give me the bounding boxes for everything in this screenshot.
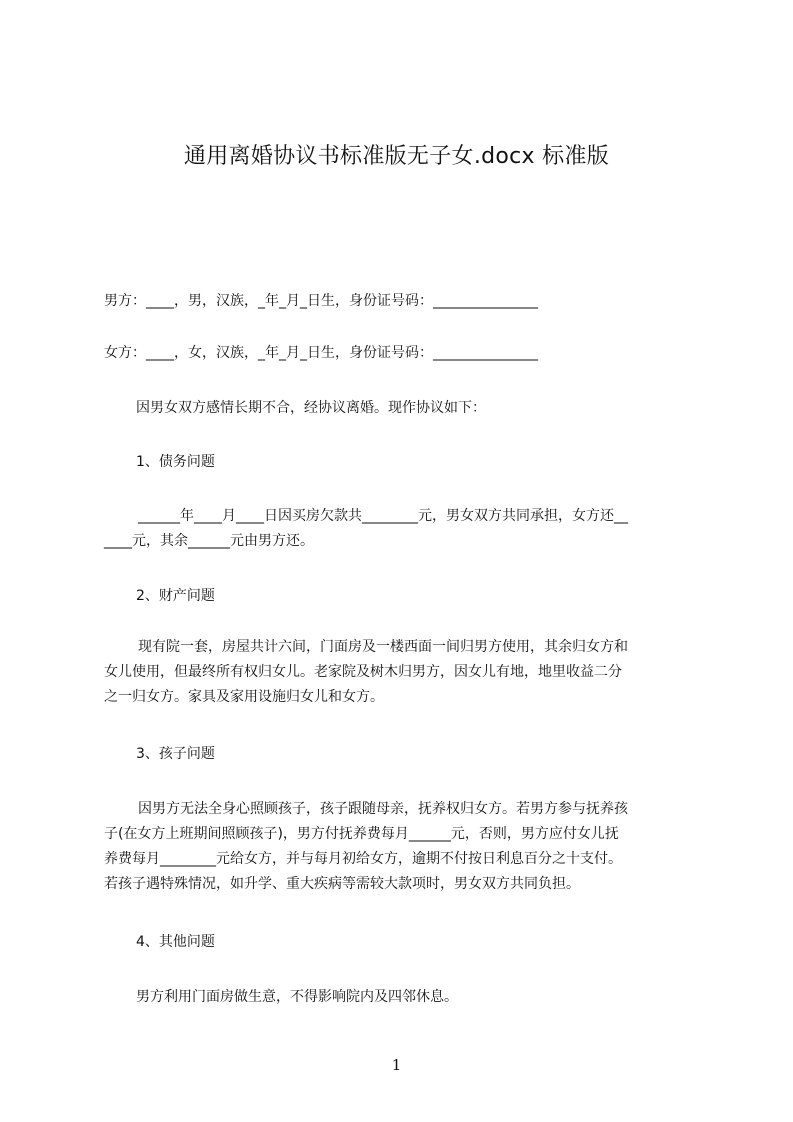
wife-info-line: 女方：____，女，汉族，_年_月_日生，身份证号码：_______________ xyxy=(104,345,538,361)
property-line-2: 女儿使用，但最终所有权归女儿。老家院及树木归男方，因女儿有地，地里收益二分 xyxy=(104,664,622,680)
section-heading-other: 4、其他问题 xyxy=(136,934,215,950)
document-title: 通用离婚协议书标准版无子女.docx 标准版 xyxy=(183,144,610,169)
other-paragraph: 男方利用门面房做生意，不得影响院内及四邻休息。 xyxy=(136,989,458,1005)
child-line-3: 养费每月________元给女方，并与每月初给女方，逾期不付按日利息百分之十支付。 xyxy=(104,851,622,867)
debt-paragraph xyxy=(104,504,702,554)
page-number: 1 xyxy=(391,1056,402,1074)
child-line-4: 若孩子遇特殊情况，如升学、重大疾病等需较大款项时，男女双方共同负担。 xyxy=(104,876,580,892)
child-line-1: 因男方无法全身心照顾孩子，孩子跟随母亲，抚养权归女方。若男方参与抚养孩 xyxy=(138,801,628,817)
child-line-2: 子(在女方上班期间照顾孩子)，男方付抚养费每月______元，否则，男方应付女儿抚 xyxy=(104,826,619,842)
section-heading-child: 3、孩子问题 xyxy=(136,746,215,762)
husband-info-line: 男方：____，男，汉族，_年_月_日生，身份证号码：_______________ xyxy=(104,293,538,309)
property-paragraph xyxy=(104,635,702,710)
section-heading-debt: 1、债务问题 xyxy=(136,454,215,470)
property-line-3: 之一归女方。家具及家用设施归女儿和女方。 xyxy=(104,689,384,705)
child-paragraph xyxy=(104,797,702,897)
property-line-1: 现有院一套，房屋共计六间，门面房及一楼西面一间归男方使用，其余归女方和 xyxy=(138,639,628,655)
section-heading-property: 2、财产问题 xyxy=(136,588,215,604)
debt-line-1: ______年____月____日因买房欠款共________元，男女双方共同承担，女方还__ xyxy=(138,508,628,524)
debt-line-2: ____元，其余______元由男方还。 xyxy=(104,533,314,549)
intro-paragraph: 因男女双方感情长期不合，经协议离婚。现作协议如下： xyxy=(136,400,486,416)
